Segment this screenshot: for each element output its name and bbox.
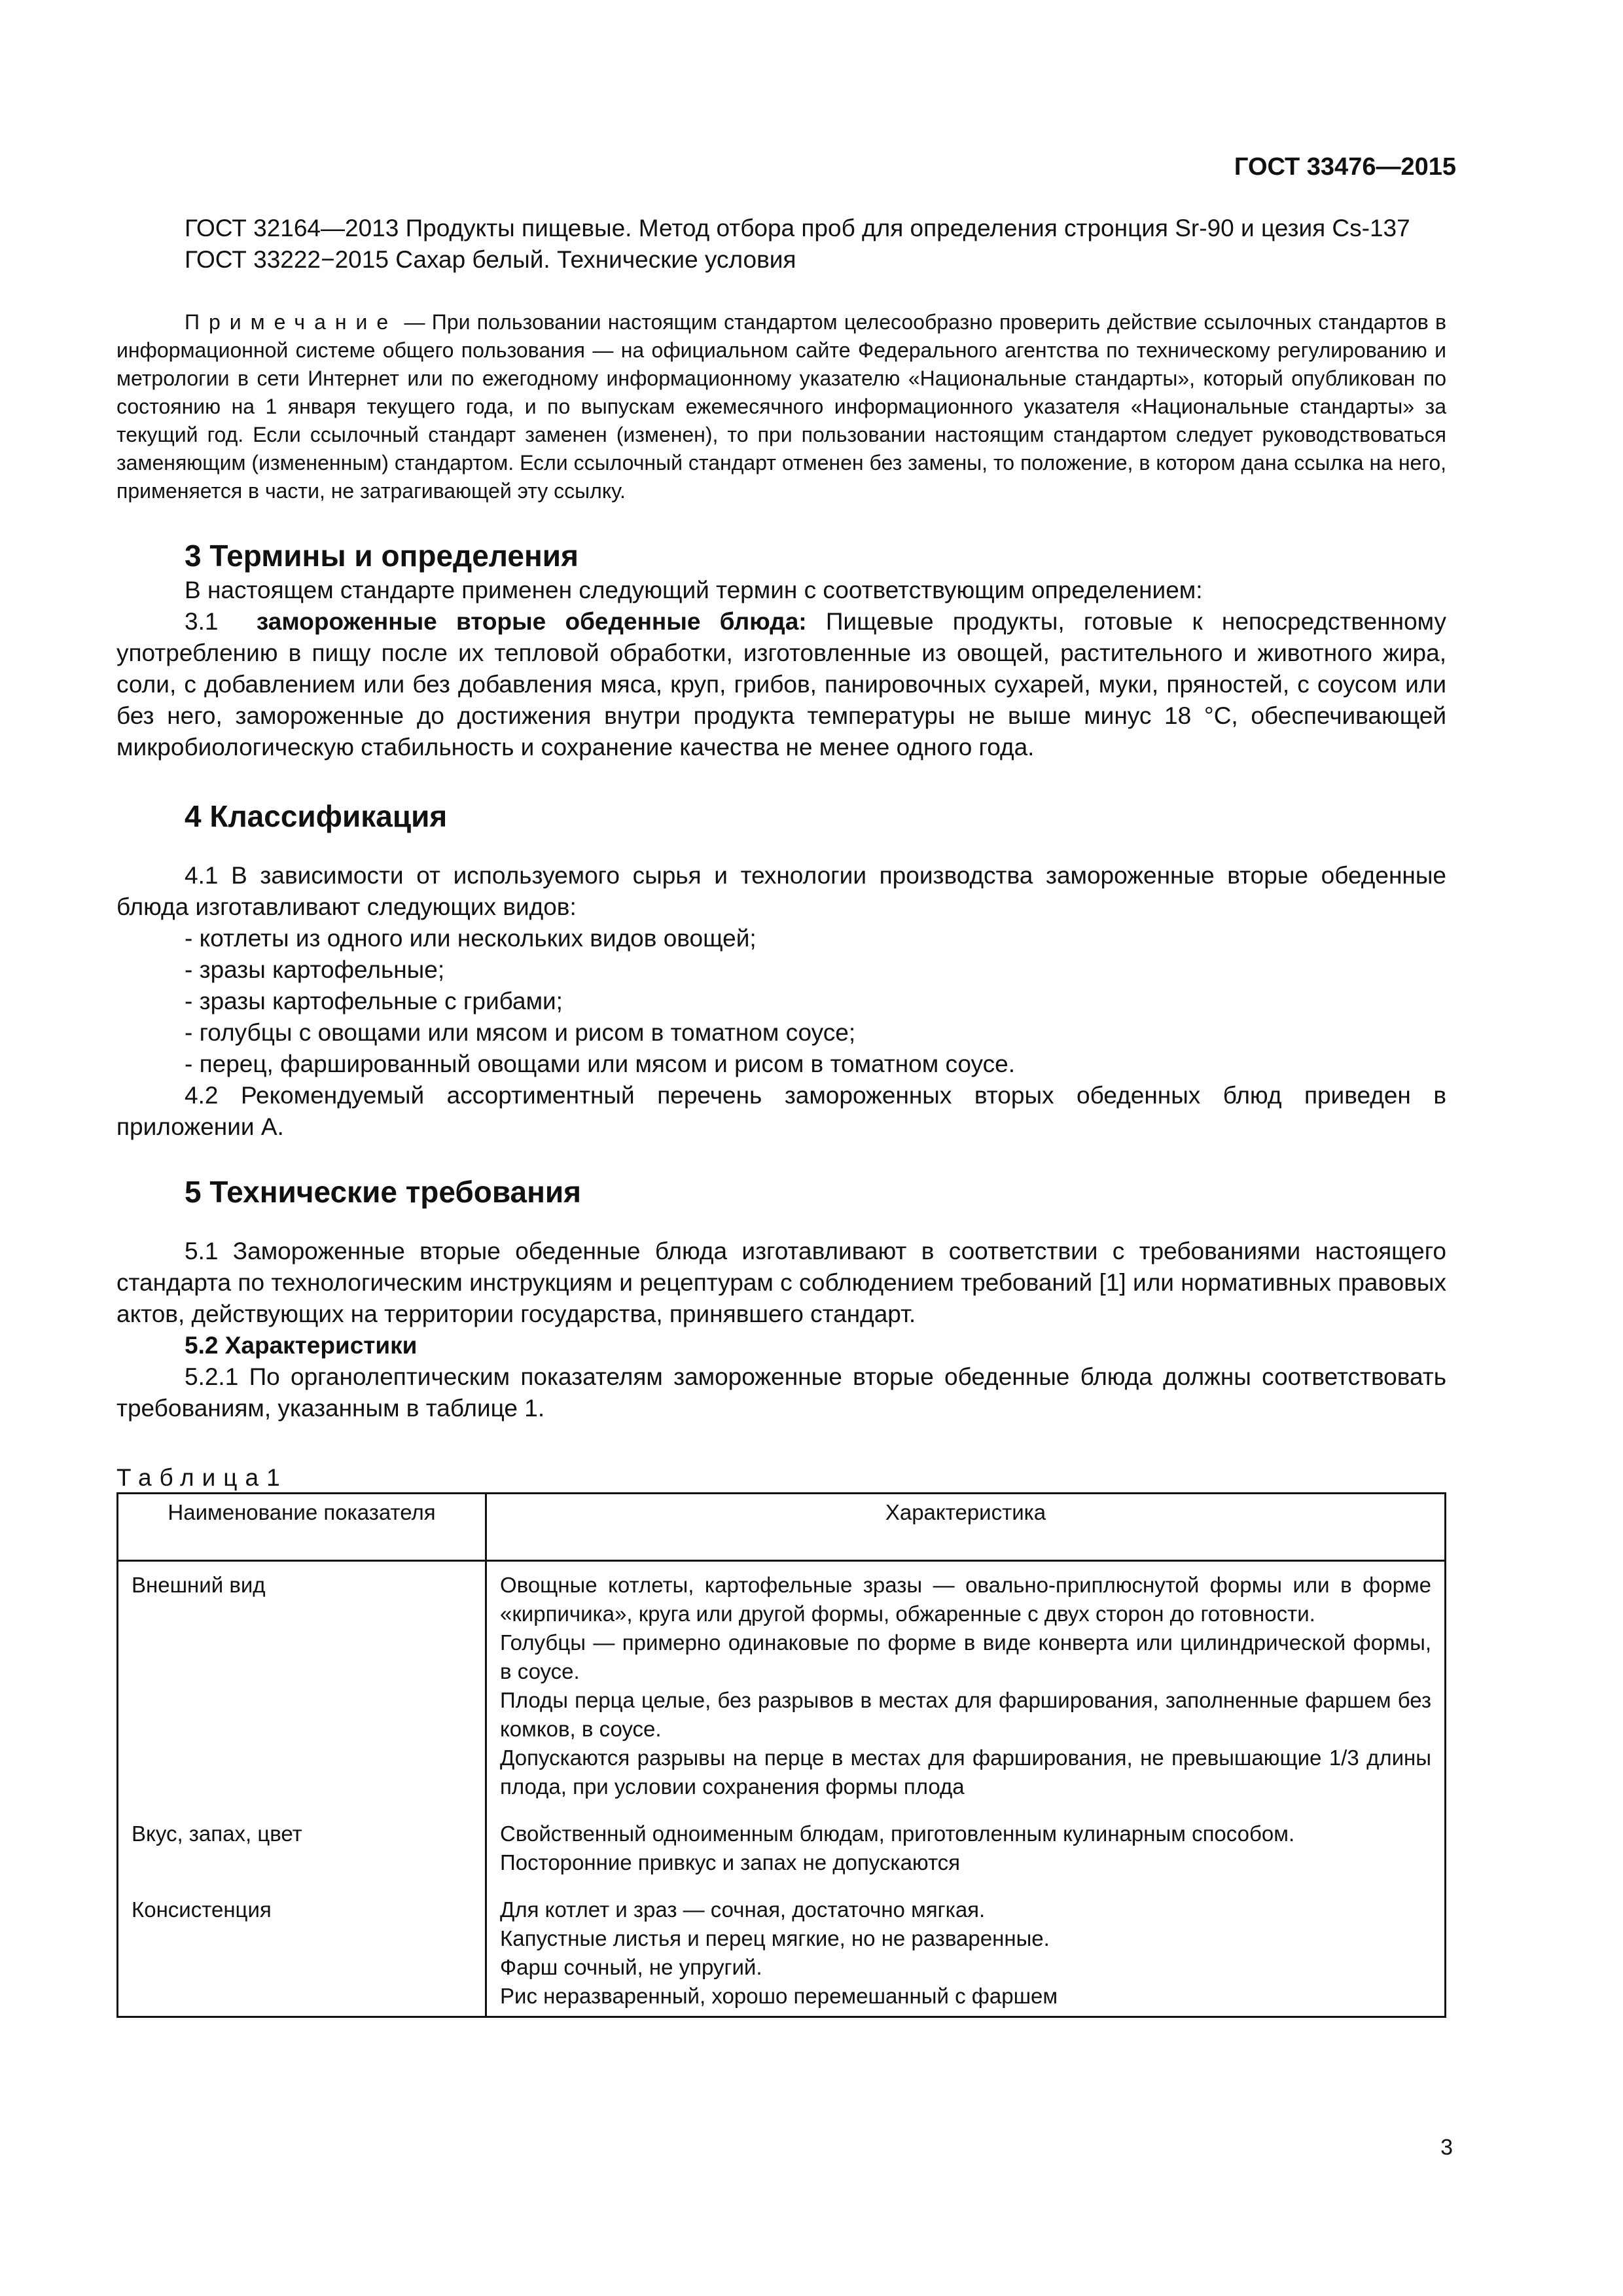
cell-line: Плоды перца целые, без разрывов в местах для фарширования, заполненные фаршем без комков, в соусе. (500, 1688, 1431, 1741)
clause-4-2: 4.2 Рекомендуемый ассортиментный перечень замороженных вторых обеденных блюд приведен в приложении А. (116, 1082, 1446, 1140)
note-paragraph (116, 308, 1446, 505)
cell-line: Фарш сочный, не упругий. (500, 1955, 762, 1979)
section-3-title: 3 Термины и определения (185, 539, 579, 573)
section-5-title: 5 Технические требования (185, 1175, 581, 1209)
table-cell-name: Внешний вид (118, 1561, 486, 1816)
list-item: - котлеты из одного или нескольких видов овощей; (185, 925, 757, 952)
list-item: - зразы картофельные; (185, 956, 445, 983)
cell-line: Рис неразваренный, хорошо перемешанный с фаршем (500, 1984, 1058, 2008)
reference-item: ГОСТ 32164—2013 Продукты пищевые. Метод отбора проб для определения стронция Sr-90 и цезия Cs-137 (185, 215, 1410, 242)
clause-4-1: 4.1 В зависимости от используемого сырья и технологии производства замороженные вторые обеденные блюда изготавливают следующих видов: (116, 862, 1446, 920)
term-number: 3.1 (185, 608, 219, 635)
table-row (118, 1816, 1446, 1892)
clause-5-2-heading: 5.2 Характеристики (185, 1332, 418, 1359)
cell-line: Для котлет и зраз — сочная, достаточно мягкая. (500, 1897, 986, 1922)
list-item: - перец, фаршированный овощами или мясом и рисом в томатном соусе. (185, 1050, 1015, 1077)
page-number: 3 (1440, 2135, 1453, 2160)
organoleptic-table (116, 1492, 1446, 2018)
document-body (116, 213, 1446, 2018)
list-item: - голубцы с овощами или мясом и рисом в томатном соусе; (185, 1019, 856, 1046)
cell-line: Голубцы — примерно одинаковые по форме в виде конверта или цилиндрической формы, в соусе. (500, 1630, 1431, 1683)
clause-5-1: 5.1 Замороженные вторые обеденные блюда изготавливают в соответствии с требованиями настоящего стандарта по технологическим инструкциям и рецептурам с соблюдением требований [1] или нормативных правовых актов, действующих на территории государства, принявшего стандарт. (116, 1238, 1446, 1327)
table-cell-name: Вкус, запах, цвет (118, 1816, 486, 1892)
term-definition (116, 606, 1446, 763)
table-header-name: Наименование показателя (118, 1494, 486, 1561)
section-4-title: 4 Классификация (185, 799, 448, 833)
cell-line: Посторонние привкус и запах не допускаются (500, 1850, 961, 1874)
section-3-intro: В настоящем стандарте применен следующий термин с соответствующим определением: (185, 577, 1203, 603)
table-row (118, 1892, 1446, 2017)
list-item: - зразы картофельные с грибами; (185, 988, 563, 1014)
cell-line: Свойственный одноименным блюдам, приготовленным кулинарным способом. (500, 1821, 1295, 1846)
table-row (118, 1561, 1446, 1816)
table-cell-name: Консистенция (118, 1892, 486, 2017)
cell-line: Капустные листья и перец мягкие, но не разваренные. (500, 1926, 1050, 1950)
reference-item: ГОСТ 33222−2015 Сахар белый. Технические условия (185, 246, 796, 273)
table-header-characteristic: Характеристика (486, 1494, 1446, 1561)
table-header-row (118, 1494, 1446, 1561)
standard-designation: ГОСТ 33476—2015 (1234, 153, 1456, 181)
cell-line: Овощные котлеты, картофельные зразы — овально-приплюснутой формы или в форме «кирпичика», круга или другой формы, обжаренные с двух сторон до готовности. (500, 1573, 1431, 1626)
term-name: замороженные вторые обеденные блюда: (256, 608, 807, 635)
note-label: Примечание (185, 310, 398, 334)
table-cell-characteristic (486, 1561, 1446, 1816)
table-cell-characteristic (486, 1892, 1446, 2017)
table-cell-characteristic (486, 1816, 1446, 1892)
cell-line: Допускаются разрывы на перце в местах для фарширования, не превышающие 1/3 длины плода, при условии сохранения формы плода (500, 1746, 1431, 1799)
note-text: — При пользовании настоящим стандартом целесообразно проверить действие ссылочных стандартов в информационной системе общего пользования — на официальном сайте Федерального агентства по техническому регулированию и метрологии в сети Интернет или по ежегодному информационному указателю «Национальные стандарты», который опубликован по состоянию на 1 января текущего года, и по выпускам ежемесячного информационного указателя «Национальные стандарты» за текущий год. Если ссылочный стандарт заменен (изменен), то при пользовании настоящим стандартом следует руководствоваться заменяющим (измененным) стандартом. Если ссылочный стандарт отменен без замены, то положение, в котором дана ссылка на него, применяется в части, не затрагивающей эту ссылку. (116, 310, 1446, 503)
table-caption: Таблица1 (116, 1464, 288, 1491)
term-definition-text: Пищевые продукты, готовые к непосредственному употреблению в пищу после их тепловой обработки, изготовленные из овощей, растительного и животного жира, соли, с добавлением или без добавления мяса, круп, грибов, панировочных сухарей, муки, пряностей, с соусом или без него, замороженные до достижения внутри продукта температуры не выше минус 18 °С, обеспечивающей микробиологическую стабильность и сохранение качества не менее одного года. (116, 608, 1446, 761)
clause-5-2-1: 5.2.1 По органолептическим показателям замороженные вторые обеденные блюда должны соответствовать требованиям, указанным в таблице 1. (116, 1363, 1446, 1422)
